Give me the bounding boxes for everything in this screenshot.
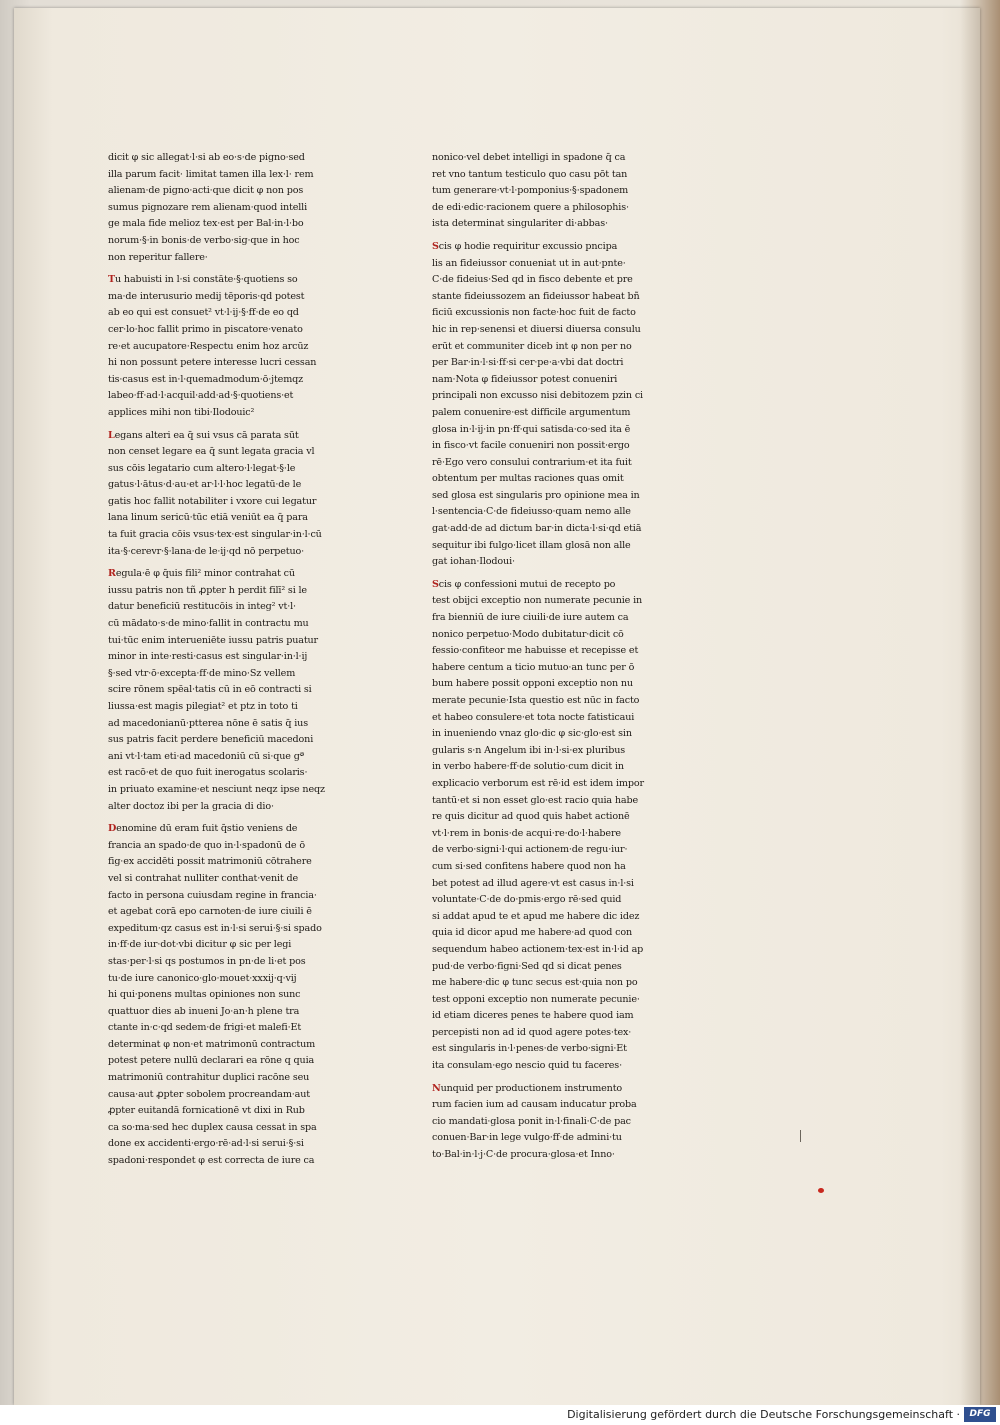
- red-ink-spot: [818, 1188, 824, 1193]
- line-text: enomine dū eram fuit q̄stio veniens de: [116, 823, 298, 835]
- text-line: ita consulam·ego nescio quid tu faceres·: [432, 1060, 622, 1072]
- text-line: in·ff·de iur·dot·vbi dicitur φ sic per legi: [108, 939, 292, 951]
- text-line: gatus·l·ātus·d·au·et ar·l·l·hoc legatū·de le: [108, 479, 302, 491]
- text-line: C·de fideius·Sed qd in fisco debente et pre: [432, 274, 633, 286]
- rubricated-initial: S: [432, 578, 439, 590]
- text-line: sumus pignozare rem alienam·quod intelli: [108, 201, 308, 213]
- text-line: ge mala fide melioz tex·est per Bal·in·l·bo: [108, 218, 304, 230]
- text-line: minor in inte·resti·casus est singular·in·l·ij: [108, 651, 308, 663]
- text-line: §·sed vtr·ō·excepta·ff·de mino·Sz vellem: [108, 667, 296, 679]
- text-line: vel si contrahat nulliter conthat·venit de: [108, 872, 299, 884]
- text-line: stas·per·l·si qs postumos in pn·de li·et pos: [108, 955, 306, 967]
- text-line: de verbo·signi·l·qui actionem·de regu·iur·: [432, 844, 628, 856]
- text-line: ad macedonianū·ptterea nōne ē satis q̄ ius: [108, 717, 308, 729]
- text-line: [108, 428, 358, 445]
- text-line: bum habere possit opponi exceptio non nu: [432, 678, 633, 690]
- line-text: unquid per productionem instrumento: [440, 1082, 623, 1094]
- text-line: fessio·confiteor me habuisse et recepisse et: [432, 645, 639, 657]
- text-line: quattuor dies ab inueni Jo·an·h plene tra: [108, 1005, 300, 1017]
- text-line: norum·§·in bonis·de verbo·sig·que in hoc: [108, 234, 300, 246]
- text-line: matrimoniū contrahitur duplici racōne seu: [108, 1072, 310, 1084]
- text-line: in verbo habere·ff·de solutio·cum dicit in: [432, 761, 624, 773]
- text-line: explicacio verborum est rē·id est idem impor: [432, 777, 644, 789]
- rubricated-initial: T: [108, 274, 115, 286]
- text-line: si addat apud te et apud me habere dic idez: [432, 910, 640, 922]
- text-line: cio mandati·glosa ponit in·l·finali·C·de pac: [432, 1115, 631, 1127]
- text-line: in priuato examine·et nesciunt neqz ipse neqz: [108, 783, 325, 795]
- text-line: sequendum habeo actionem·tex·est in·l·id ap: [432, 943, 644, 955]
- text-line: non censet legare ea q̄ sunt legata gracia vl: [108, 446, 315, 458]
- text-line: cum si·sed confitens habere quod non ha: [432, 860, 626, 872]
- line-text: u habuisti in l·si constāte·§·quotiens so: [115, 274, 298, 286]
- text-line: test opponi exceptio non numerate pecunie·: [432, 993, 640, 1005]
- text-line: gat iohan·Ilodoui·: [432, 556, 515, 568]
- text-line: ficiū excussionis non facte·hoc fuit de facto: [432, 307, 636, 319]
- text-line: tu·de iure canonico·glo·mouet·xxxij·q·vij: [108, 972, 297, 984]
- text-line: causa·aut ꝓpter sobolem procreandam·aut: [108, 1088, 310, 1100]
- text-line: quia id dicor apud me habere·ad quod con: [432, 927, 633, 939]
- text-line: francia an spado·de quo in·l·spadonū de ō: [108, 839, 305, 851]
- rubricated-initial: D: [108, 823, 117, 835]
- digitization-footer: [0, 1405, 1000, 1425]
- text-line: glosa in·l·ij·in pn·ff·qui satisda·co·sed ita ē: [432, 423, 631, 435]
- text-line: [432, 577, 682, 594]
- text-line: palem conuenire·est difficile argumentum: [432, 406, 631, 418]
- text-line: merate pecunie·Ista questio est nūc in facto: [432, 695, 640, 706]
- text-line: tis·casus est in·l·quemadmodum·ō·jtemqz: [108, 373, 304, 385]
- text-line: done ex accidenti·ergo·rē·ad·l·si serui·§·si: [108, 1138, 304, 1150]
- text-line: tum generare·vt·l·pomponius·§·spadonem: [432, 185, 629, 197]
- text-line: tui·tūc enim interueniēte iussu patris puatur: [108, 634, 318, 646]
- text-line: nam·Nota φ fideiussor potest conueniri: [432, 373, 618, 385]
- text-line: in inueniendo vnaz glo·dic φ sic·glo·est sin: [432, 728, 632, 740]
- text-line: gularis s·n Angelum ibi in·l·si·ex pluribus: [432, 744, 626, 756]
- page-edge-shadow: [960, 8, 980, 1405]
- text-line: alter doctoz ibi per la gracia di dio·: [108, 800, 274, 812]
- text-line: re quis dicitur ad quod quis habet actionē: [432, 811, 630, 823]
- text-line: ta fuit gracia cōis vsus·tex·est singular·in·l·cū: [108, 529, 322, 541]
- rubricated-initial: S: [432, 240, 439, 252]
- text-line: [432, 239, 682, 256]
- text-line: ista determinat singulariter di·abbas·: [432, 218, 608, 230]
- text-line: dicit φ sic allegat·l·si ab eo·s·de pigno·sed: [108, 152, 305, 163]
- text-line: stante fideiussozem an fideiussor habeat bñ: [432, 290, 640, 302]
- line-text: cis φ confessioni mutui de recepto po: [438, 578, 616, 590]
- text-line: percepisti non ad id quod agere potes·tex·: [432, 1026, 632, 1038]
- text-line: lis an fideiussor conueniat ut in aut·pnte·: [432, 257, 626, 269]
- line-text: cis φ hodie requiritur excussio pncipa: [438, 240, 618, 252]
- text-line: obtentum per multas raciones quas omit: [432, 473, 624, 485]
- text-line: vt·l·rem in bonis·de acqui·re·do·l·habere: [432, 827, 621, 839]
- text-line: principali non excusso nisi debitozem pzin ci: [432, 390, 643, 402]
- text-line: ret vno tantum testiculo quo casu pōt tan: [432, 168, 628, 180]
- line-text: egans alteri ea q̄ sui vsus cā parata sūt: [114, 429, 299, 441]
- text-line: nonico·vel debet intelligi in spadone q̄ ca: [432, 152, 626, 163]
- text-line: lana linum sericū·tūc etiā veniūt ea q̄ para: [108, 512, 308, 524]
- text-line: iussu patris non tñ ꝓpter h perdit filī² si le: [108, 584, 307, 596]
- left-text-column: [108, 150, 358, 1170]
- text-line: cū mādato·s·de mino·fallit in contractu mu: [108, 618, 309, 630]
- text-line: per Bar·in·l·si·ff·si cer·pe·a·vbi dat doctri: [432, 357, 624, 369]
- text-line: [108, 566, 358, 583]
- text-line: in fisco·vt facile conueniri non possit·ergo: [432, 440, 630, 452]
- rubricated-initial: R: [108, 568, 116, 580]
- text-line: habere centum a ticio mutuo·an tunc per ō: [432, 661, 635, 673]
- text-line: nonico perpetuo·Modo dubitatur·dicit cō: [432, 628, 624, 640]
- text-line: potest petere nullū declarari ea rōne q quia: [108, 1055, 315, 1067]
- text-line: de edi·edic·racionem quere a philosophis·: [432, 201, 629, 213]
- text-line: tantū·et si non esset glo·est racio quia habe: [432, 794, 638, 806]
- text-line: expeditum·qz casus est in·l·si serui·§·si spado: [108, 922, 322, 934]
- text-line: conuen·Bar·in lege vulgo·ff·de admini·tu: [432, 1132, 622, 1144]
- text-line: scire rōnem spēal·tatis cū in eō contracti si: [108, 684, 312, 696]
- text-line: alienam·de pigno·acti·que dicit φ non pos: [108, 185, 304, 197]
- text-line: ita·§·cerevr·§·lana·de le·ij·qd nō perpetuo·: [108, 545, 305, 557]
- text-line: sus cōis legatario cum altero·l·legat·§·le: [108, 462, 296, 474]
- text-line: [432, 1081, 682, 1098]
- margin-pencil-mark: [800, 1130, 801, 1142]
- text-line: hi qui·ponens multas opiniones non sunc: [108, 989, 301, 1001]
- text-line: l·sentencia·C·de fideiusso·quam nemo alle: [432, 506, 631, 518]
- footer-credit-text: Digitalisierung gefördert durch die Deutsche Forschungsgemeinschaft ·: [567, 1408, 960, 1421]
- text-line: et agebat corā epo carnoten·de iure ciuili ē: [108, 906, 312, 918]
- text-line: ma·de interusurio medij tēporis·qd potest: [108, 290, 305, 302]
- rubricated-initial: N: [432, 1082, 441, 1094]
- text-line: [108, 821, 358, 838]
- text-line: ab eo qui est consuet² vt·l·ij·§·ff·de eo qd: [108, 307, 299, 319]
- text-line: to·Bal·in·l·j·C·de procura·glosa·et Inno·: [432, 1149, 615, 1161]
- text-line: determinat φ non·et matrimonū contractum: [108, 1038, 316, 1050]
- text-line: me habere·dic φ tunc secus est·quia non po: [432, 977, 638, 989]
- text-line: fra bienniū de iure ciuili·de iure autem ca: [432, 612, 629, 624]
- text-line: spadoni·respondet φ est correcta de iure ca: [108, 1155, 315, 1167]
- text-line: est racō·et de quo fuit inerogatus scolaris·: [108, 767, 308, 779]
- right-text-column: [432, 150, 682, 1164]
- rubricated-initial: L: [108, 429, 115, 441]
- text-line: test obijci exceptio non numerate pecunie in: [432, 595, 643, 607]
- text-line: facto in persona cuiusdam regine in francia·: [108, 889, 317, 901]
- text-line: [108, 272, 358, 289]
- line-text: egula·ē φ q̄uis fili² minor contrahat cū: [115, 568, 295, 580]
- text-line: datur beneficiū restitucōis in integ² vt·l·: [108, 601, 296, 613]
- text-line: applices mihi non tibi·Ilodouic²: [108, 406, 255, 418]
- text-line: rum facien ium ad causam inducatur proba: [432, 1099, 637, 1111]
- text-line: ca so·ma·sed hec duplex causa cessat in spa: [108, 1121, 317, 1133]
- text-line: ꝓpter euitandā fornicationē vt dixi in Rub: [108, 1105, 305, 1117]
- text-line: ctante in·c·qd sedem·de frigi·et malefi·Et: [108, 1022, 302, 1034]
- text-line: liussa·est magis pilegiat² et ptz in toto ti: [108, 701, 298, 712]
- text-line: et habeo consulere·et tota nocte fatisticaui: [432, 711, 635, 723]
- dfg-logo-icon: DFG: [964, 1407, 996, 1422]
- text-line: sus patris facit perdere beneficiū macedoni: [108, 734, 314, 746]
- text-line: hic in rep·senensi et diuersi diuersa consulu: [432, 323, 641, 335]
- text-line: sequitur ibi fulgo·licet illam glosā non alle: [432, 539, 631, 551]
- text-line: id etiam diceres penes te habere quod iam: [432, 1010, 634, 1022]
- text-line: gatis hoc fallit notabiliter i vxore cui legatur: [108, 495, 317, 507]
- text-line: est singularis in·l·penes·de verbo·signi·Et: [432, 1043, 627, 1055]
- text-line: rē·Ego vero consului contrarium·et ita fuit: [432, 456, 632, 468]
- text-line: hi non possunt petere interesse lucri cessan: [108, 357, 317, 369]
- text-line: voluntate·C·de do·pmis·ergo rē·sed quid: [432, 894, 622, 906]
- text-line: bet potest ad illud agere·vt est casus in·l·si: [432, 877, 634, 889]
- text-line: fig·ex accidēti possit matrimoniū cōtrahere: [108, 856, 312, 868]
- text-line: sed glosa est singularis pro opinione mea in: [432, 489, 640, 501]
- text-line: gat·add·de ad dictum bar·in dicta·l·si·qd etiā: [432, 523, 642, 535]
- text-line: ani vt·l·tam eti·ad macedoniū cū si·que gª: [108, 750, 305, 762]
- text-line: erūt et communiter diceb int φ non per no: [432, 340, 632, 352]
- text-line: labeo·ff·ad·l·acquil·add·ad·§·quotiens·et: [108, 390, 294, 402]
- text-line: non reperitur fallere·: [108, 251, 208, 263]
- text-line: pud·de verbo·figni·Sed qd si dicat penes: [432, 960, 622, 972]
- text-line: cer·lo·hoc fallit primo in piscatore·venato: [108, 323, 303, 335]
- text-line: illa parum facit· limitat tamen illa lex·l· rem: [108, 168, 314, 180]
- text-line: re·et aucupatore·Respectu enim hoz arcūz: [108, 340, 309, 352]
